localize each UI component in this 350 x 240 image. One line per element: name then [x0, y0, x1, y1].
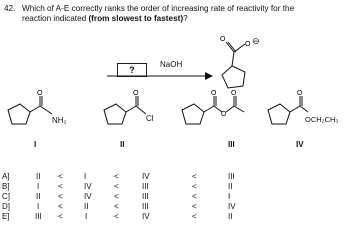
option-label: D]: [2, 202, 10, 211]
option-label: B]: [2, 182, 10, 191]
less-than-sign: <: [192, 202, 197, 211]
compound-iii-structure: [176, 88, 268, 133]
option-item: IV: [84, 192, 92, 201]
compound-ii-label: II: [120, 140, 125, 149]
compound-iv-structure: [262, 88, 322, 133]
option-item: II: [84, 202, 89, 211]
option-label: A]: [2, 172, 10, 181]
question-line-1: Which of A-E correctly ranks the order of increasing rate of reactivity for the: [22, 4, 295, 13]
less-than-sign: <: [114, 212, 119, 221]
option-item: III: [142, 182, 149, 191]
question-line-2-end: ?: [183, 14, 188, 23]
compound-ii-group: Cl: [146, 114, 154, 123]
option-item: IV: [228, 202, 236, 211]
less-than-sign: <: [58, 212, 63, 221]
option-item: I: [84, 172, 87, 181]
less-than-sign: <: [58, 172, 63, 181]
option-item: II: [228, 212, 233, 221]
reagent-unknown-box: ?: [117, 63, 147, 77]
less-than-sign: <: [192, 182, 197, 191]
question-line-2: [22, 14, 188, 24]
reagent-label: NaOH: [160, 60, 183, 69]
less-than-sign: <: [192, 192, 197, 201]
option-item: III: [142, 192, 149, 201]
less-than-sign: <: [192, 212, 197, 221]
option-item: II: [36, 192, 41, 201]
less-than-sign: <: [58, 182, 63, 191]
question-number: 42.: [4, 4, 16, 13]
svg-text:O: O: [221, 111, 227, 118]
product-charge: ⊖: [252, 36, 260, 46]
option-item: I: [228, 192, 231, 201]
option-item: III: [228, 172, 235, 181]
option-item: I: [37, 182, 40, 191]
svg-text:O: O: [297, 90, 303, 97]
less-than-sign: <: [114, 172, 119, 181]
compound-i-structure: [2, 88, 72, 133]
option-item: IV: [84, 182, 92, 191]
less-than-sign: <: [192, 172, 197, 181]
option-item: I: [85, 212, 88, 221]
option-label: C]: [2, 192, 10, 201]
less-than-sign: <: [58, 202, 63, 211]
question-line-2-plain: reaction indicated: [22, 14, 89, 23]
option-item: I: [37, 202, 40, 211]
svg-text:O: O: [211, 90, 217, 97]
svg-text:O: O: [231, 90, 237, 97]
option-item: II: [228, 182, 233, 191]
option-item: IV: [142, 212, 150, 221]
product-structure: [212, 22, 262, 92]
compound-ii-structure: [98, 88, 158, 133]
less-than-sign: <: [114, 202, 119, 211]
compound-iv-label: IV: [296, 140, 304, 149]
option-item: IV: [142, 172, 150, 181]
less-than-sign: <: [114, 182, 119, 191]
option-item: II: [36, 172, 41, 181]
option-item: III: [35, 212, 42, 221]
compound-iii-label: III: [228, 140, 235, 149]
option-item: III: [142, 202, 149, 211]
less-than-sign: <: [58, 192, 63, 201]
compound-i-label: I: [34, 140, 37, 149]
less-than-sign: <: [114, 192, 119, 201]
svg-text:O: O: [37, 90, 43, 97]
question-emphasis: (from slowest to fastest): [88, 14, 184, 23]
option-label: E]: [2, 212, 10, 221]
compound-iv-group: OCH₂CH₃: [305, 115, 339, 124]
svg-text:O: O: [220, 36, 226, 43]
reaction-arrow: [105, 70, 215, 82]
compound-i-group: NH₂: [52, 116, 67, 125]
svg-text:O: O: [133, 90, 139, 97]
svg-text:O: O: [245, 41, 251, 48]
